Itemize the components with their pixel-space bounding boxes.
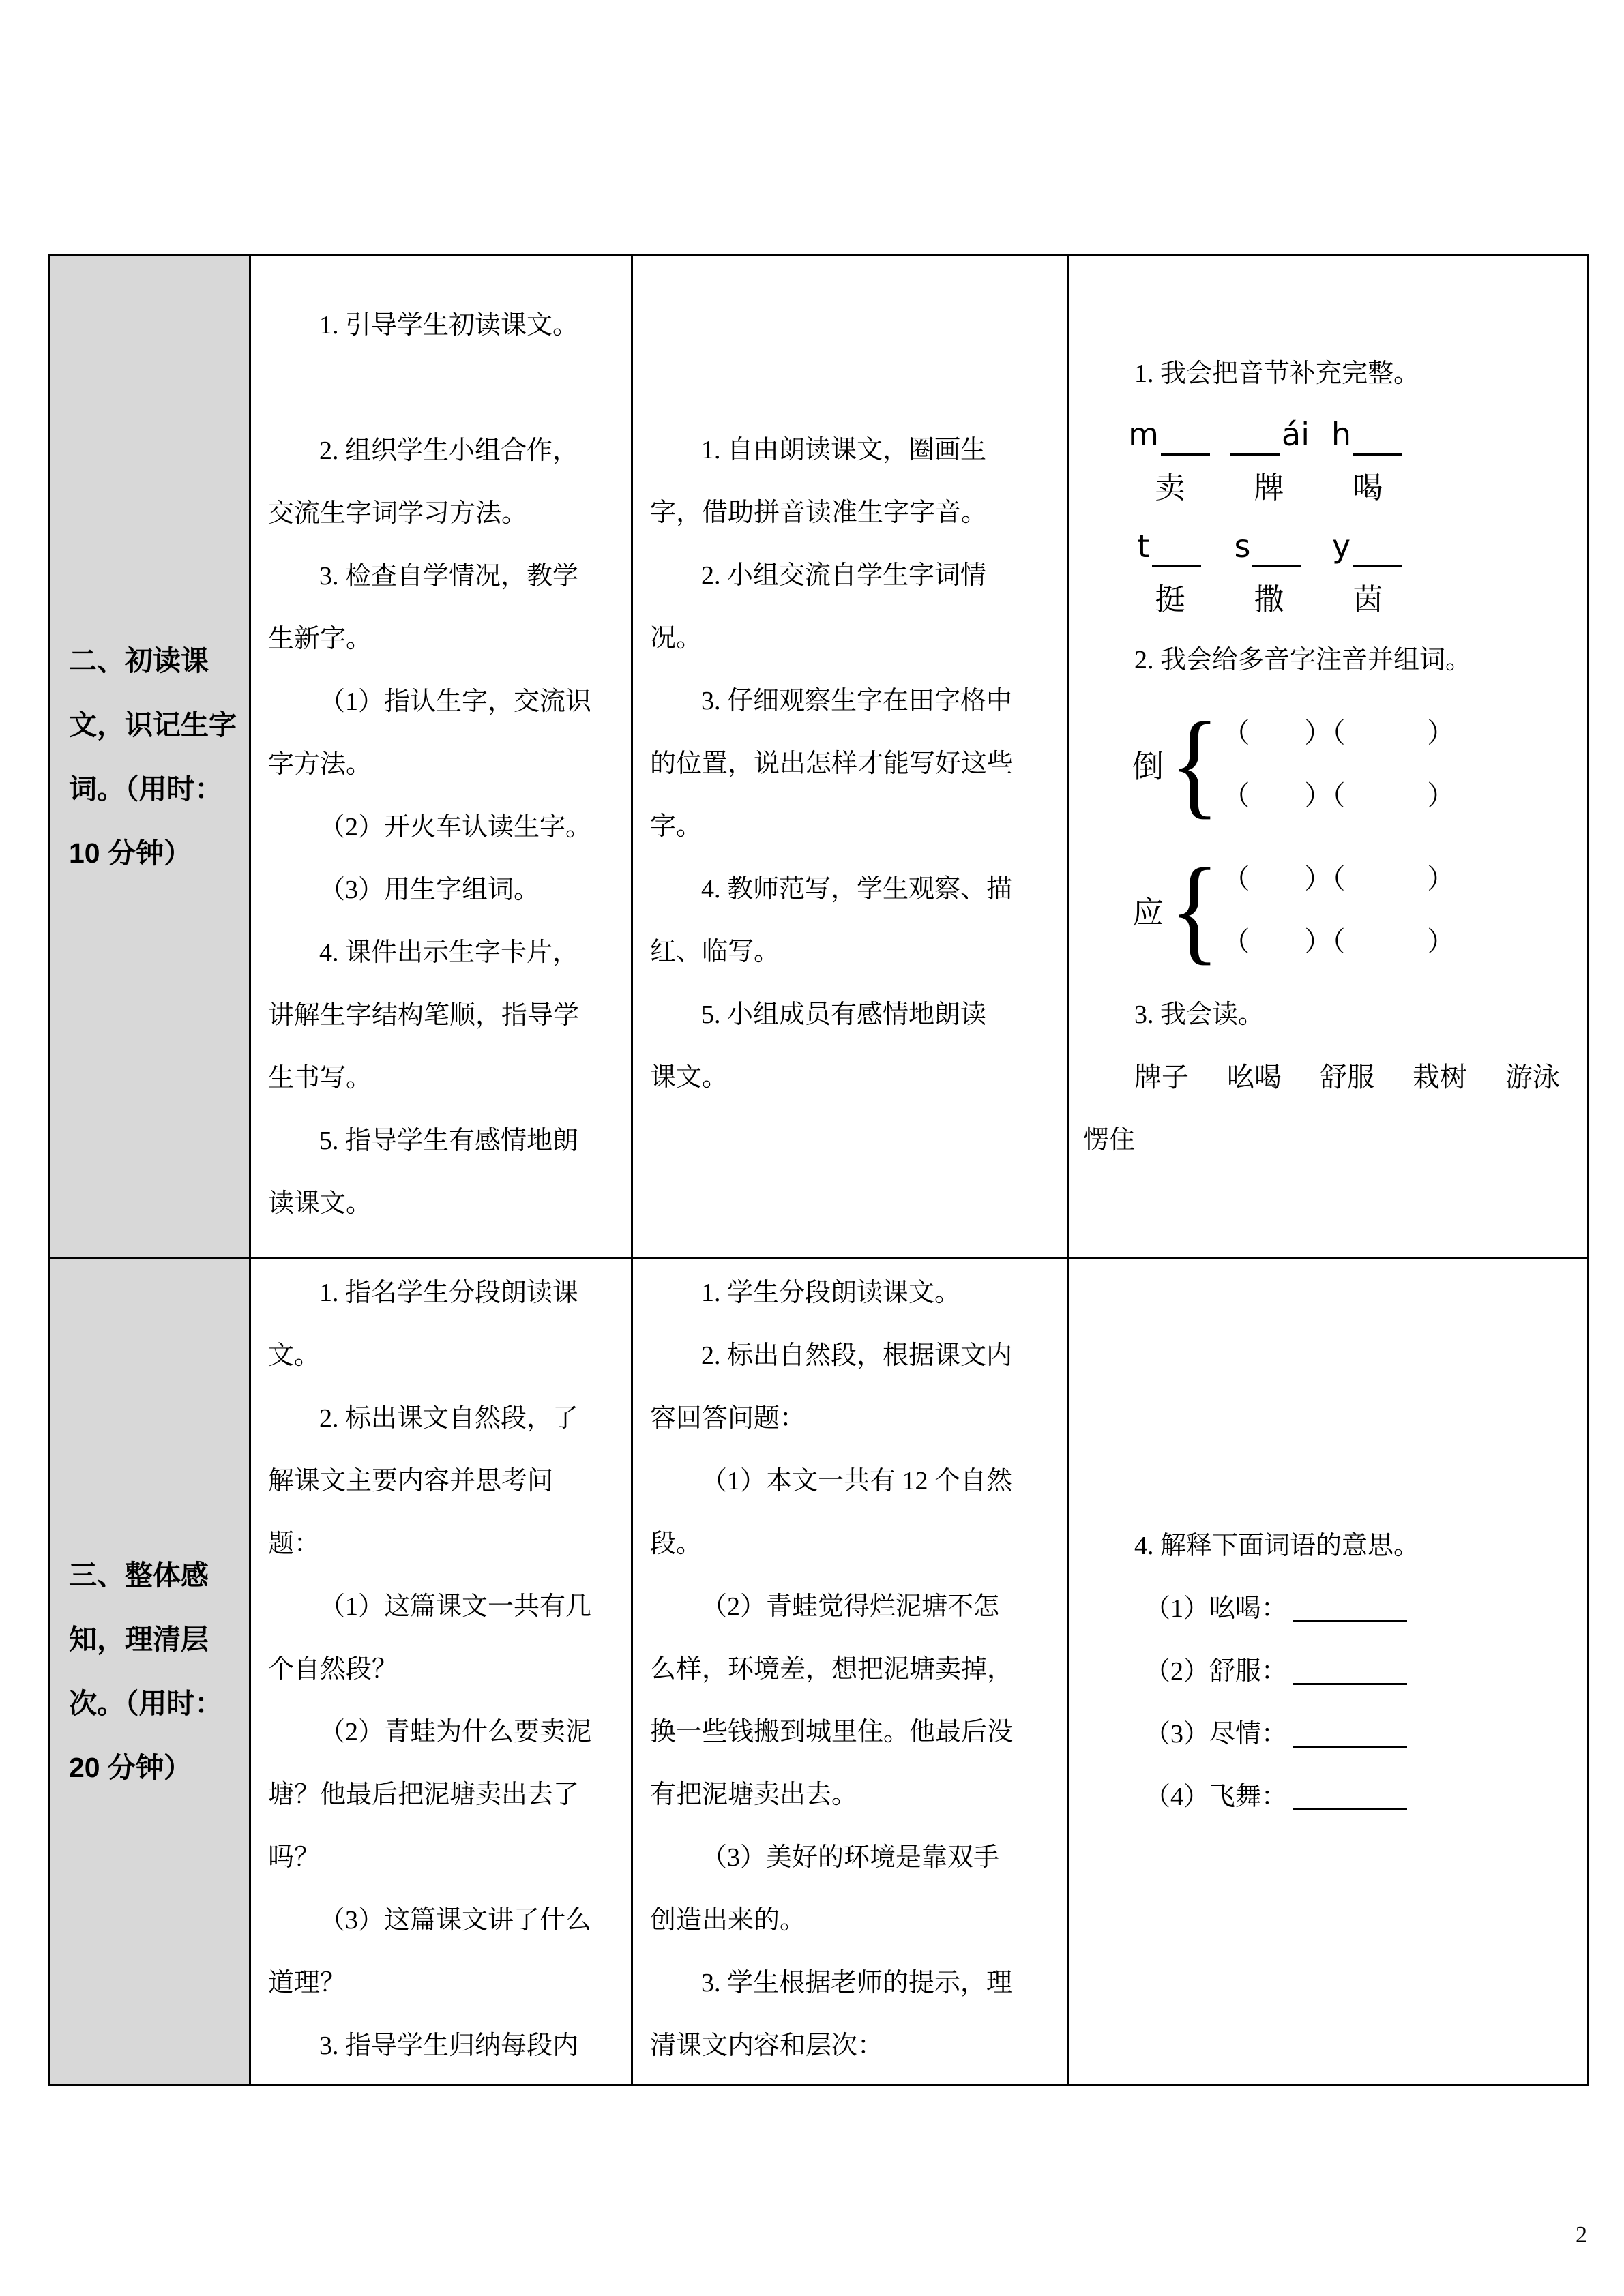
fill-blank-line bbox=[1230, 453, 1280, 456]
definition-item bbox=[1083, 1703, 1587, 1765]
text-line: 段。 bbox=[650, 1530, 703, 1558]
text-line: 红、临写。 bbox=[650, 938, 780, 966]
hanzi-character: 喝 bbox=[1353, 471, 1383, 505]
text-line: 有把泥塘卖出去。 bbox=[650, 1780, 858, 1809]
text-line: （2）开火车认读生字。 bbox=[319, 813, 592, 841]
teacher-activities-cell-row2 bbox=[251, 1259, 633, 2084]
word-item: 栽树 bbox=[1413, 1061, 1467, 1092]
section-header-cell-row2 bbox=[50, 1259, 251, 2084]
fill-blank-line bbox=[1353, 453, 1402, 456]
section-header-line: 三、整体感 bbox=[69, 1560, 209, 1591]
hanzi-character: 卖 bbox=[1155, 471, 1185, 505]
text-line: 3. 仔细观察生字在田字格中 bbox=[701, 687, 1013, 715]
brace-glyph: { bbox=[1169, 698, 1220, 830]
text-line: 生新字。 bbox=[268, 625, 372, 653]
page-number: 2 bbox=[1576, 2222, 1587, 2248]
exercise-cell-row2 bbox=[1069, 1259, 1587, 2084]
section-header-line: 词。（用时： bbox=[69, 773, 223, 805]
text-line: 吗？ bbox=[268, 1843, 321, 1872]
text-line: 字方法。 bbox=[268, 750, 372, 779]
pinyin-syllable bbox=[1220, 517, 1318, 571]
text-line: 容回答问题： bbox=[650, 1404, 806, 1433]
pinyin-initial: h bbox=[1331, 415, 1352, 453]
text-line: 创造出来的。 bbox=[650, 1906, 806, 1935]
text-line: 1. 指名学生分段朗读课 bbox=[319, 1279, 579, 1307]
pinyin-item bbox=[1318, 405, 1417, 517]
pinyin-syllable bbox=[1220, 405, 1318, 460]
pinyin-final: ái bbox=[1282, 415, 1310, 453]
answer-parentheses: （ ）（ ） bbox=[1222, 717, 1455, 748]
text-line: 3. 指导学生归纳每段内 bbox=[319, 2031, 579, 2060]
fill-blank-line bbox=[1293, 1808, 1407, 1810]
student-activities-cell-row1 bbox=[633, 256, 1069, 1259]
pinyin-item bbox=[1121, 517, 1220, 629]
polyphone-character: 倒 bbox=[1132, 749, 1164, 784]
blank-line bbox=[268, 357, 631, 419]
polyphone-answer-lines bbox=[1222, 850, 1454, 971]
pinyin-syllable bbox=[1318, 517, 1417, 571]
definition-item bbox=[1083, 1577, 1587, 1640]
text-line: 清课文内容和层次： bbox=[650, 2031, 884, 2060]
text-line: 的位置，说出怎样才能写好这些 bbox=[650, 749, 1014, 778]
fill-blank-line bbox=[1161, 453, 1210, 456]
text-line: （2）青蛙觉得烂泥塘不怎 bbox=[701, 1592, 1000, 1621]
text-line: 题： bbox=[268, 1530, 321, 1558]
fill-blank-line bbox=[1293, 1683, 1407, 1685]
text-line: 2. 小组交流自学生字词情 bbox=[701, 561, 987, 590]
section-header-line: 二、初读课 bbox=[69, 644, 209, 676]
definition-label: （1）吆喝： bbox=[1145, 1594, 1288, 1623]
pinyin-syllable bbox=[1121, 405, 1220, 460]
text-line: 2. 标出课文自然段，了 bbox=[319, 1404, 579, 1433]
text-line: 5. 指导学生有感情地朗 bbox=[319, 1127, 579, 1155]
text-line: 交流生字词学习方法。 bbox=[268, 499, 528, 528]
word-item: 吆喝 bbox=[1227, 1061, 1282, 1092]
text-line: 个自然段？ bbox=[268, 1655, 398, 1684]
exercise-cell-row1 bbox=[1069, 256, 1587, 1259]
text-line: 塘？他最后把泥塘卖出去了 bbox=[268, 1780, 580, 1809]
polyphone-group bbox=[1132, 846, 1587, 975]
exercise-title: 4. 解释下面词语的意思。 bbox=[1134, 1532, 1420, 1560]
text-line: （3）用生字组词。 bbox=[319, 876, 540, 904]
text-line: 课文。 bbox=[650, 1063, 728, 1092]
fill-blank-line bbox=[1353, 565, 1402, 567]
polyphone-answer-lines bbox=[1222, 704, 1454, 825]
text-line: 生书写。 bbox=[268, 1064, 372, 1092]
text-line: 字。 bbox=[650, 812, 703, 841]
word-list-line bbox=[1083, 1046, 1587, 1109]
text-line: 1. 引导学生初读课文。 bbox=[319, 311, 579, 340]
text-line: 字，借助拼音读准生字字音。 bbox=[650, 498, 988, 527]
section-header-line: 知，理清层 bbox=[69, 1624, 209, 1655]
text-line: 1. 学生分段朗读课文。 bbox=[701, 1279, 961, 1307]
hanzi-character: 茵 bbox=[1353, 582, 1383, 616]
section-header-cell-row1 bbox=[50, 256, 251, 1259]
pinyin-item bbox=[1220, 405, 1318, 517]
hanzi-character: 牌 bbox=[1254, 471, 1284, 505]
text-line: 道理？ bbox=[268, 1969, 346, 1997]
text-line: （1）本文一共有 12 个自然 bbox=[701, 1467, 1013, 1495]
definition-item bbox=[1083, 1640, 1587, 1703]
fill-blank-line bbox=[1293, 1746, 1407, 1748]
hanzi-character: 撒 bbox=[1254, 582, 1284, 616]
text-line: 5. 小组成员有感情地朗读 bbox=[701, 1000, 987, 1029]
text-line: 换一些钱搬到城里住。他最后没 bbox=[650, 1718, 1014, 1746]
text-line: 读课文。 bbox=[268, 1189, 372, 1218]
text-line: 3. 学生根据老师的提示，理 bbox=[701, 1969, 1013, 1997]
exercise-title: 2. 我会给多音字注音并组词。 bbox=[1134, 645, 1472, 674]
pinyin-syllable bbox=[1318, 405, 1417, 460]
exercise-title: 3. 我会读。 bbox=[1134, 1000, 1265, 1029]
pinyin-item bbox=[1318, 517, 1417, 629]
section-header-line: 次。（用时： bbox=[69, 1688, 223, 1719]
word-item: 愣住 bbox=[1083, 1125, 1136, 1154]
section-header-line: 20 分钟） bbox=[69, 1752, 192, 1783]
text-line: 2. 组织学生小组合作， bbox=[319, 436, 579, 465]
text-line: 3. 检查自学情况，教学 bbox=[319, 562, 579, 591]
definition-label: （2）舒服： bbox=[1145, 1657, 1288, 1686]
text-line: 1. 自由朗读课文，圈画生 bbox=[701, 436, 987, 464]
pinyin-row bbox=[1121, 517, 1587, 629]
teacher-activities-cell-row1 bbox=[251, 256, 633, 1259]
brace-glyph: { bbox=[1169, 844, 1220, 976]
section-header-line: 10 分钟） bbox=[69, 837, 192, 869]
text-line: 况。 bbox=[650, 624, 703, 653]
text-line: （2）青蛙为什么要卖泥 bbox=[319, 1718, 592, 1746]
answer-parentheses: （ ）（ ） bbox=[1222, 779, 1455, 811]
text-line: 文。 bbox=[268, 1341, 321, 1370]
text-line: 2. 标出自然段，根据课文内 bbox=[701, 1341, 1013, 1370]
hanzi-character: 挺 bbox=[1155, 582, 1185, 616]
polyphone-character: 应 bbox=[1132, 895, 1164, 930]
answer-parentheses: （ ）（ ） bbox=[1222, 863, 1455, 894]
definition-label: （3）尽情： bbox=[1145, 1720, 1288, 1748]
pinyin-item bbox=[1121, 405, 1220, 517]
pinyin-initial: t bbox=[1137, 527, 1150, 565]
fill-blank-line bbox=[1152, 565, 1201, 567]
pinyin-initial: y bbox=[1331, 527, 1351, 565]
pinyin-item bbox=[1220, 517, 1318, 629]
pinyin-row bbox=[1121, 405, 1587, 517]
pinyin-syllable bbox=[1121, 517, 1220, 571]
fill-blank-line bbox=[1293, 1620, 1407, 1622]
exercise-title: 1. 我会把音节补充完整。 bbox=[1134, 359, 1420, 388]
definition-label: （4）飞舞： bbox=[1145, 1783, 1288, 1811]
answer-parentheses: （ ）（ ） bbox=[1222, 925, 1455, 957]
text-line: （3）这篇课文讲了什么 bbox=[319, 1906, 592, 1935]
text-line: （1）这篇课文一共有几 bbox=[319, 1592, 592, 1621]
polyphone-group bbox=[1132, 700, 1587, 829]
student-activities-cell-row2 bbox=[633, 1259, 1069, 2084]
lesson-plan-table bbox=[48, 254, 1589, 2086]
word-item: 牌子 bbox=[1134, 1061, 1189, 1092]
definition-item bbox=[1083, 1765, 1587, 1828]
fill-blank-line bbox=[1252, 565, 1301, 567]
text-line: 讲解生字结构笔顺，指导学 bbox=[268, 1001, 580, 1030]
pinyin-initial: s bbox=[1234, 527, 1251, 565]
text-line: 4. 教师范写，学生观察、描 bbox=[701, 875, 1013, 904]
text-line: 么样，环境差，想把泥塘卖掉， bbox=[650, 1655, 1014, 1684]
section-header-line: 文，识记生字 bbox=[69, 709, 237, 741]
text-line: （1）指认生字，交流识 bbox=[319, 687, 592, 716]
word-item: 游泳 bbox=[1505, 1061, 1560, 1092]
pinyin-initial: m bbox=[1128, 415, 1159, 453]
text-line: 4. 课件出示生字卡片， bbox=[319, 938, 579, 967]
word-item: 舒服 bbox=[1320, 1061, 1374, 1092]
text-line: （3）美好的环境是靠双手 bbox=[701, 1843, 1000, 1872]
text-line: 解课文主要内容并思考问 bbox=[268, 1467, 554, 1495]
